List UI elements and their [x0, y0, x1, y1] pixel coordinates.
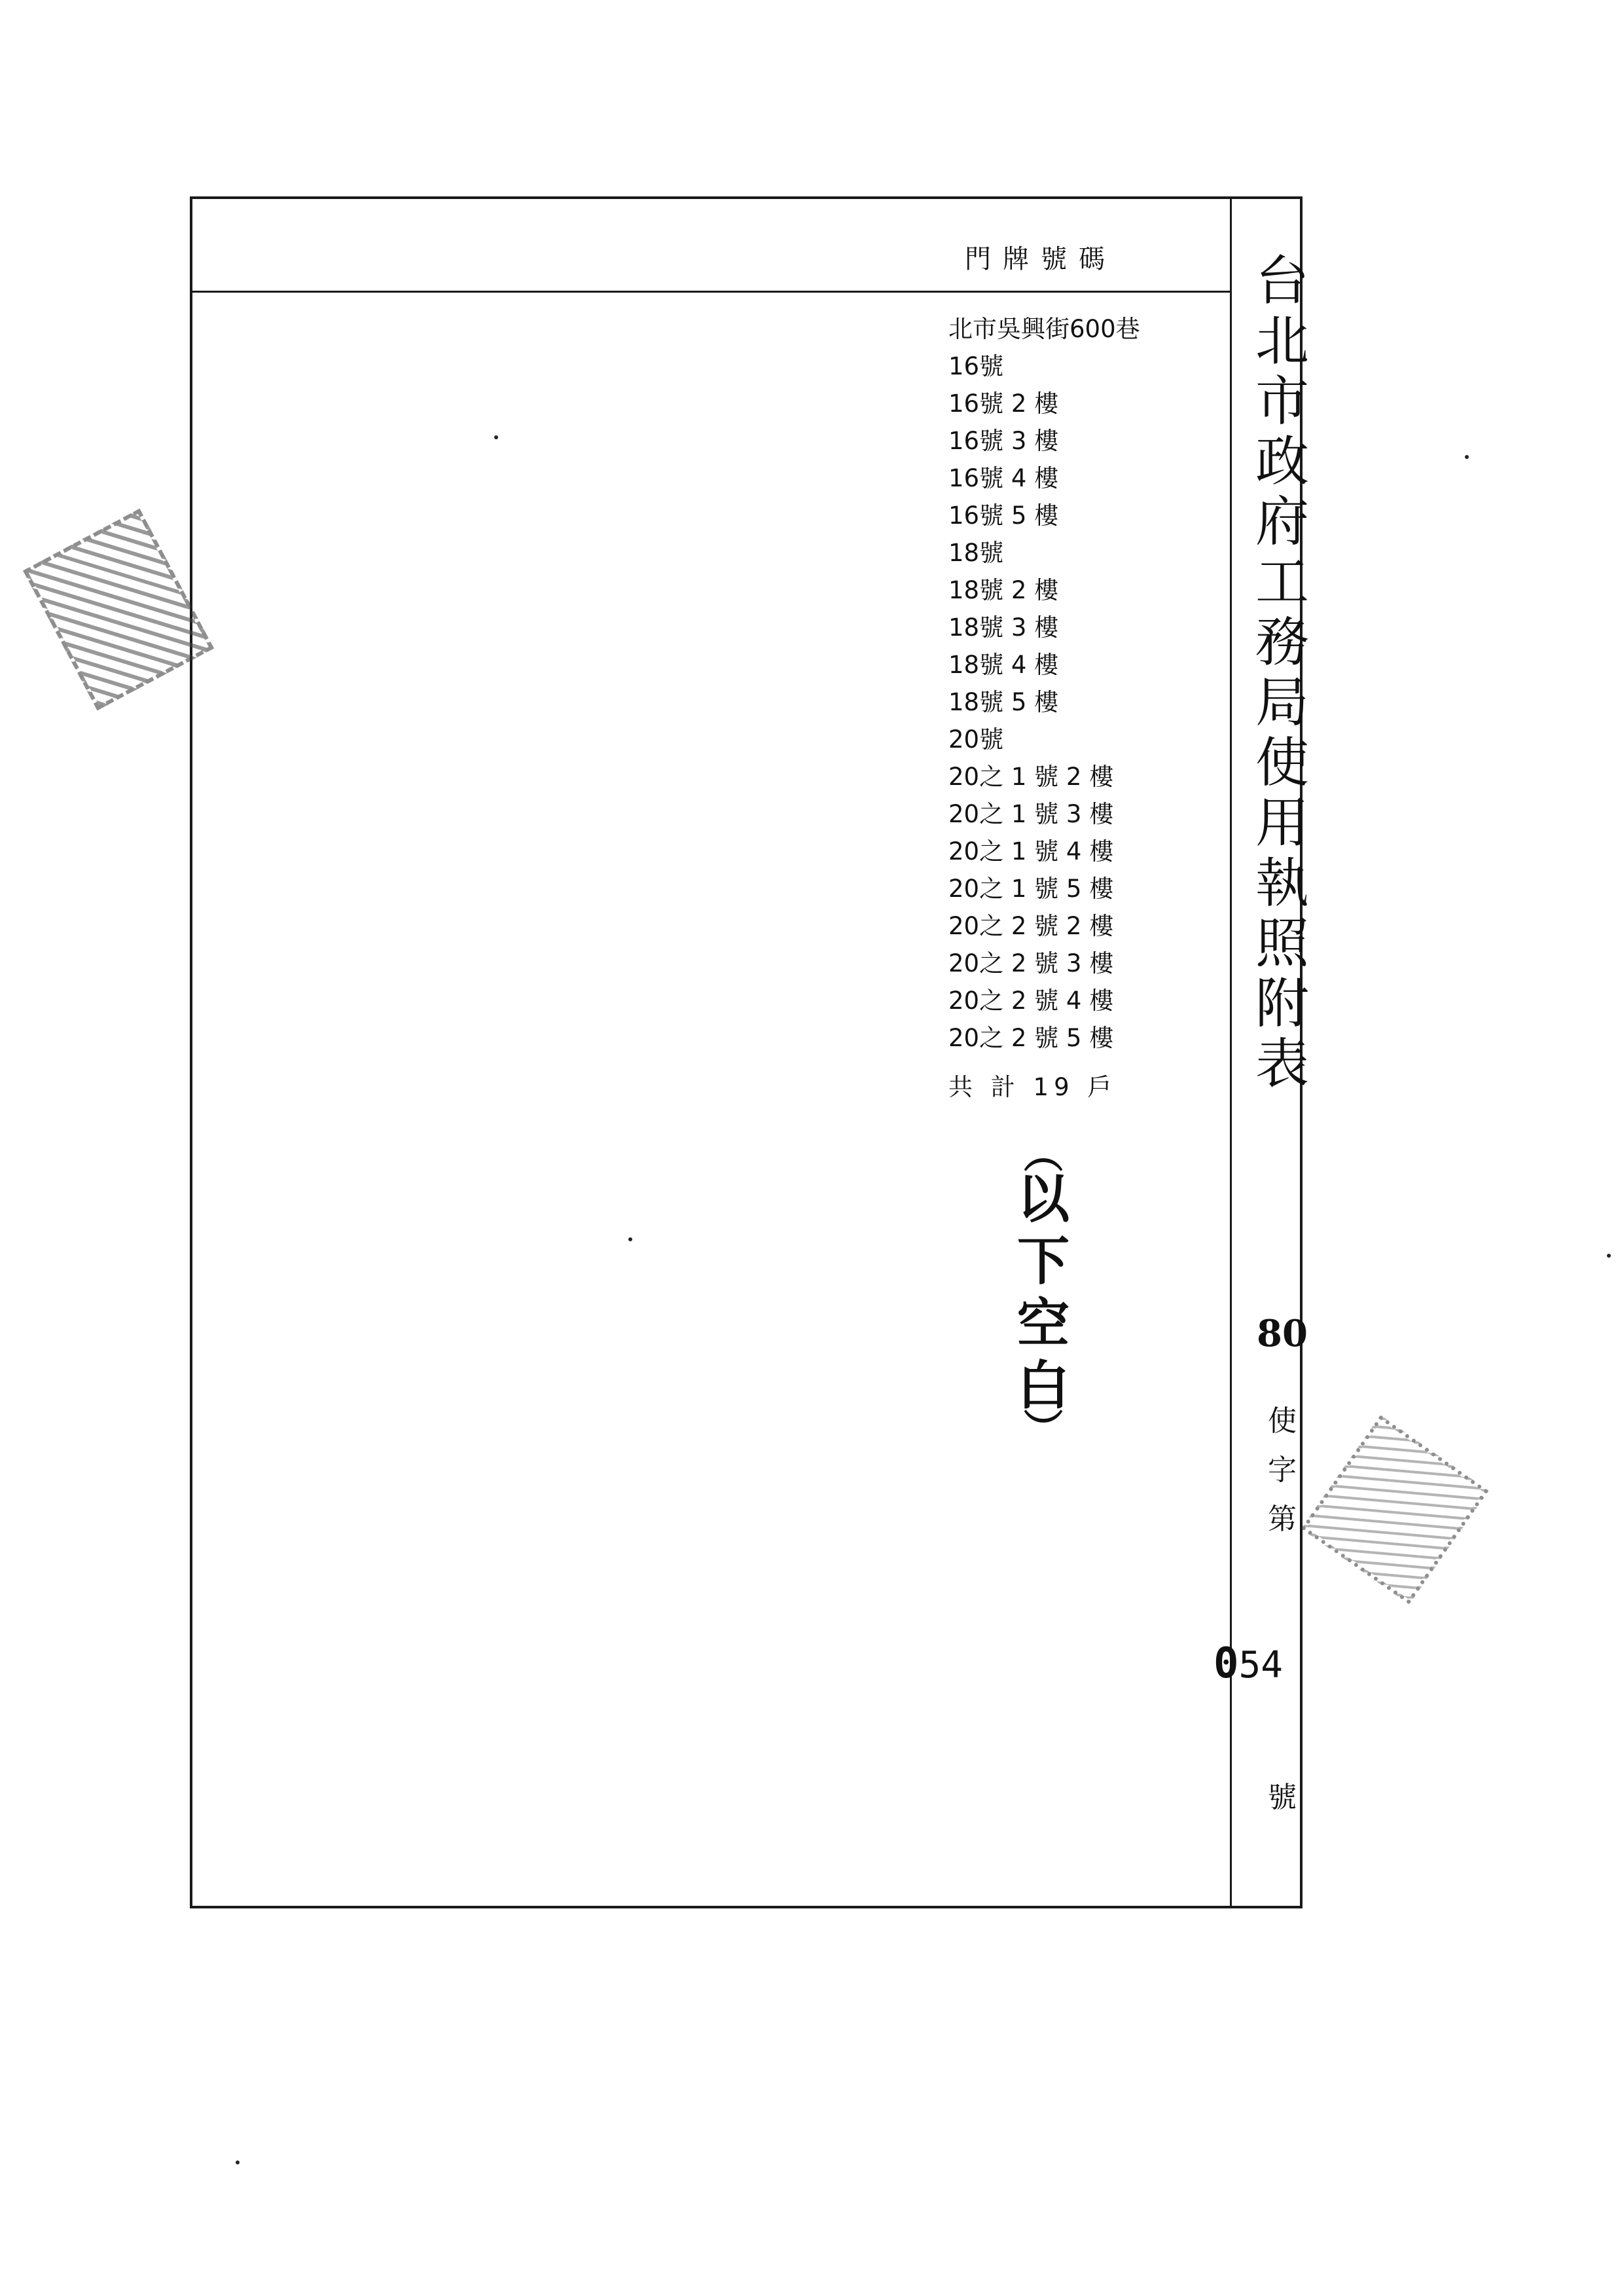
close-paren-mark: ︶: [1024, 1407, 1063, 1453]
title-char: 府: [1255, 491, 1309, 553]
title-char: 市: [1255, 371, 1309, 433]
title-char: 北: [1255, 310, 1309, 373]
right-seal-stamp: [1301, 1415, 1488, 1605]
title-char: 執: [1255, 852, 1309, 915]
document-title: [1253, 251, 1312, 1095]
address-item: 20之 1 號 2 樓: [948, 763, 1114, 791]
license-suffix: 號: [1268, 1781, 1297, 1814]
address-item: 16號 4 樓: [948, 464, 1059, 492]
title-char: 工: [1255, 551, 1309, 613]
blank-remainder-stamp: [1004, 1132, 1083, 1453]
address-item: 18號 2 樓: [948, 576, 1059, 604]
license-prefix-char: 字: [1268, 1453, 1297, 1487]
address-item: 16號 5 樓: [948, 501, 1059, 530]
scan-speck: [628, 1237, 632, 1241]
address-list: [948, 310, 1223, 1106]
address-item: 18號: [948, 539, 1004, 567]
address-item: 20之 2 號 4 樓: [948, 987, 1114, 1015]
blank-note-char: 白: [1017, 1355, 1070, 1416]
license-number-first: 0: [1214, 1639, 1239, 1688]
title-char: 照: [1255, 913, 1309, 975]
address-item: 20之 1 號 5 樓: [948, 875, 1114, 903]
title-char: 用: [1255, 792, 1309, 854]
address-item: 16號 2 樓: [948, 390, 1059, 418]
scan-speck: [236, 2160, 240, 2164]
blank-note-char: 空: [1017, 1293, 1070, 1354]
address-item: 16號 3 樓: [948, 427, 1059, 455]
license-number-rest: 54: [1238, 1644, 1283, 1686]
title-char: 台: [1255, 250, 1309, 312]
license-prefix-char: 第: [1268, 1503, 1297, 1536]
address-item: 18號 5 樓: [948, 688, 1059, 716]
title-char: 附: [1255, 973, 1309, 1035]
title-char: 表: [1255, 1033, 1309, 1095]
address-item: 20之 1 號 4 樓: [948, 837, 1114, 866]
address-item: 20之 1 號 3 樓: [948, 800, 1114, 828]
scan-speck: [1465, 455, 1469, 459]
header-rule: [192, 291, 1230, 293]
document-frame: [190, 196, 1309, 1908]
open-paren-mark: ︵: [1024, 1132, 1063, 1178]
address-item: 20之 2 號 2 樓: [948, 912, 1114, 940]
title-char: 使: [1255, 732, 1309, 794]
title-char: 務: [1255, 611, 1309, 674]
column-header: 門牌號碼: [965, 244, 1117, 274]
address-item: 18號 4 樓: [948, 651, 1059, 679]
address-item: 20號: [948, 725, 1004, 754]
address-item: 18號 3 樓: [948, 613, 1059, 642]
street-name: 北市吳興街600巷: [948, 315, 1140, 343]
blank-note-char: 下: [1017, 1231, 1070, 1292]
scan-speck: [494, 435, 498, 439]
address-item: 20之 2 號 5 樓: [948, 1024, 1114, 1052]
license-number: [1214, 1639, 1283, 1688]
address-item: 16號: [948, 352, 1004, 380]
left-seal-stamp: [23, 509, 214, 711]
license-year: 80: [1257, 1312, 1308, 1355]
title-char: 局: [1255, 672, 1309, 734]
scan-speck: [1607, 1254, 1611, 1258]
title-char: 政: [1255, 431, 1309, 493]
address-item: 20之 2 號 3 樓: [948, 949, 1114, 977]
total-count: 共 計 19 戶: [948, 1073, 1117, 1101]
blank-note-char: 以: [1017, 1169, 1070, 1230]
license-prefix-char: 使: [1268, 1404, 1297, 1438]
